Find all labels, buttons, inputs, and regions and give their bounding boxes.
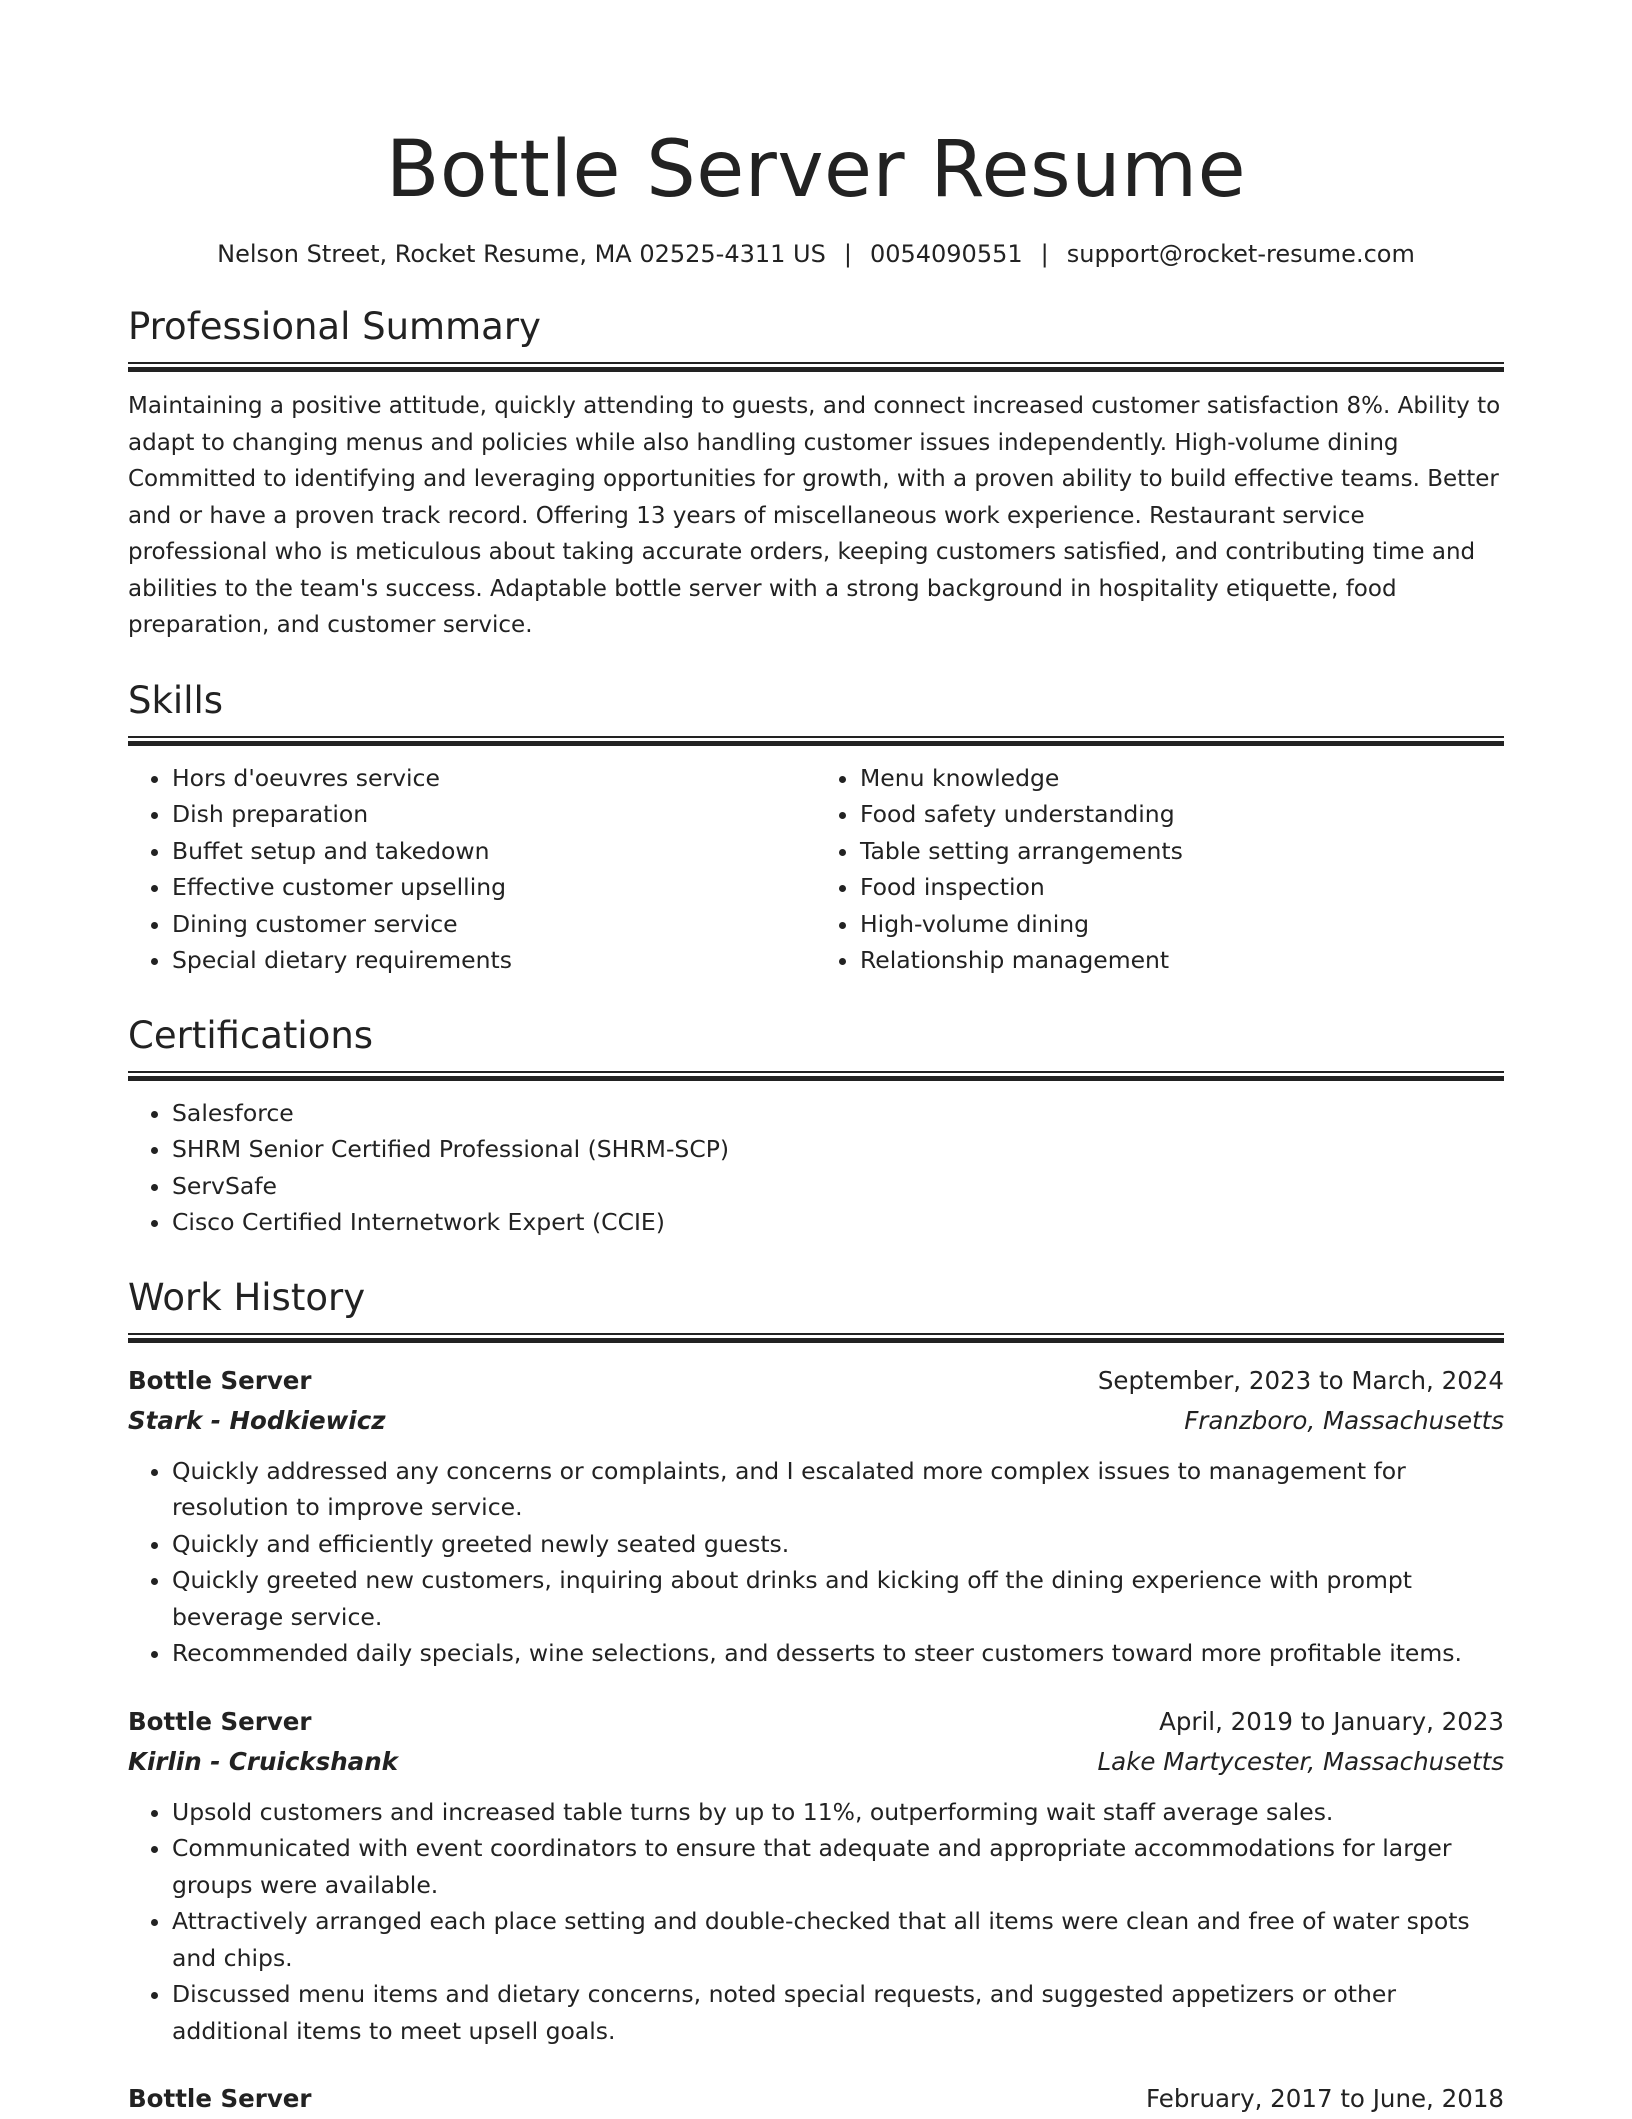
job-bullets bbox=[128, 1794, 1504, 2050]
section-divider bbox=[128, 736, 1504, 746]
job-bullet: • Discussed menu items and dietary concerns, noted special requests, and suggested appetizers or other additional items to meet upsell goals. bbox=[172, 1976, 1504, 2049]
certifications-heading: Certifications bbox=[128, 1013, 374, 1057]
work-history-heading: Work History bbox=[128, 1275, 366, 1319]
job-bullet: • Communicated with event coordinators to ensure that adequate and appropriate accommodations for larger groups were available. bbox=[172, 1830, 1504, 1903]
certification-item: • Salesforce bbox=[172, 1095, 1504, 1132]
skill-item: • Effective customer upselling bbox=[172, 869, 816, 906]
job-bullet: • Recommended daily specials, wine selections, and desserts to steer customers toward more profitable items. bbox=[172, 1635, 1504, 1672]
skill-item: • Buffet setup and takedown bbox=[172, 833, 816, 870]
job-title: Bottle Server bbox=[128, 1706, 312, 1736]
section-divider bbox=[128, 362, 1504, 372]
skill-item: • Food safety understanding bbox=[860, 796, 1504, 833]
skill-item: • Menu knowledge bbox=[860, 760, 1504, 797]
section-divider bbox=[128, 1071, 1504, 1081]
resume-page bbox=[128, 0, 1504, 2119]
job-company-row bbox=[128, 1742, 1504, 1782]
job-bullet: • Quickly and efficiently greeted newly seated guests. bbox=[172, 1526, 1504, 1563]
job-company: Stark - Hodkiewicz bbox=[128, 1405, 386, 1435]
skill-item: • Food inspection bbox=[860, 869, 1504, 906]
job-entry bbox=[128, 1361, 1504, 1672]
job-bullet: • Upsold customers and increased table turns by up to 11%, outperforming wait staff average sales. bbox=[172, 1794, 1504, 1831]
section-divider bbox=[128, 1333, 1504, 1343]
skills-list-right bbox=[816, 760, 1504, 979]
contact-line bbox=[128, 238, 1504, 270]
job-entry bbox=[128, 2079, 1504, 2119]
job-dates: April, 2019 to January, 2023 bbox=[1159, 1706, 1504, 1736]
skill-item: • Dining customer service bbox=[172, 906, 816, 943]
certification-item: • Cisco Certified Internetwork Expert (CCIE) bbox=[172, 1204, 1504, 1241]
job-title: Bottle Server bbox=[128, 1365, 312, 1395]
summary-heading: Professional Summary bbox=[128, 305, 541, 348]
skill-item: • Table setting arrangements bbox=[860, 833, 1504, 870]
contact-email: support@rocket-resume.com bbox=[1066, 240, 1415, 268]
summary-text: Maintaining a positive attitude, quickly attending to guests, and connect increased customer satisfaction 8%. Ability to adapt to changing menus and policies while also handling customer issues independently. High-volume dining Committed to identifying and leveraging opportunities for growth, with a proven ability to build effective teams. Better and or have a proven track record. Offering 13 years of miscellaneous work experience. Restaurant service professional who is meticulous about taking accurate orders, keeping customers satisfied, and contributing time and abilities to the team's success. Adaptable bottle server with a strong background in hospitality etiquette, food preparation, and customer service. bbox=[128, 393, 1501, 638]
skill-item: • Special dietary requirements bbox=[172, 942, 816, 979]
job-entry bbox=[128, 1702, 1504, 2050]
job-company-row bbox=[128, 1401, 1504, 1441]
job-bullets bbox=[128, 1453, 1504, 1672]
certification-item: • SHRM Senior Certified Professional (SHRM-SCP) bbox=[172, 1131, 1504, 1168]
job-dates: February, 2017 to June, 2018 bbox=[1146, 2084, 1504, 2113]
contact-phone: 0054090551 bbox=[869, 240, 1023, 268]
certification-item: • ServSafe bbox=[172, 1168, 1504, 1205]
skill-item: • High-volume dining bbox=[860, 906, 1504, 943]
skills-heading: Skills bbox=[128, 678, 224, 722]
contact-separator: | bbox=[1040, 240, 1049, 268]
job-bullet: • Quickly addressed any concerns or complaints, and I escalated more complex issues to management for resolution to improve service. bbox=[172, 1453, 1504, 1526]
job-company: Kirlin - Cruickshank bbox=[128, 1746, 398, 1776]
skills-columns bbox=[128, 760, 1504, 979]
page-title: Bottle Server Resume bbox=[385, 125, 1247, 215]
certifications-list bbox=[128, 1095, 1504, 1241]
job-header-row bbox=[128, 2079, 1504, 2119]
job-bullet: • Attractively arranged each place setting and double-checked that all items were clean and free of water spots and chips. bbox=[172, 1903, 1504, 1976]
job-title: Bottle Server bbox=[128, 2084, 312, 2113]
job-header-row bbox=[128, 1702, 1504, 1742]
job-location: Lake Martycester, Massachusetts bbox=[1097, 1746, 1504, 1776]
skill-item: • Hors d'oeuvres service bbox=[172, 760, 816, 797]
skills-list-left bbox=[128, 760, 816, 979]
skill-item: • Relationship management bbox=[860, 942, 1504, 979]
job-dates: September, 2023 to March, 2024 bbox=[1097, 1365, 1504, 1395]
job-location: Franzboro, Massachusetts bbox=[1184, 1405, 1504, 1435]
contact-address: Nelson Street, Rocket Resume, MA 02525-4311 US bbox=[217, 240, 826, 268]
job-header-row bbox=[128, 1361, 1504, 1401]
job-bullet: • Quickly greeted new customers, inquiring about drinks and kicking off the dining experience with prompt beverage service. bbox=[172, 1562, 1504, 1635]
contact-separator: | bbox=[843, 240, 852, 268]
skill-item: • Dish preparation bbox=[172, 796, 816, 833]
